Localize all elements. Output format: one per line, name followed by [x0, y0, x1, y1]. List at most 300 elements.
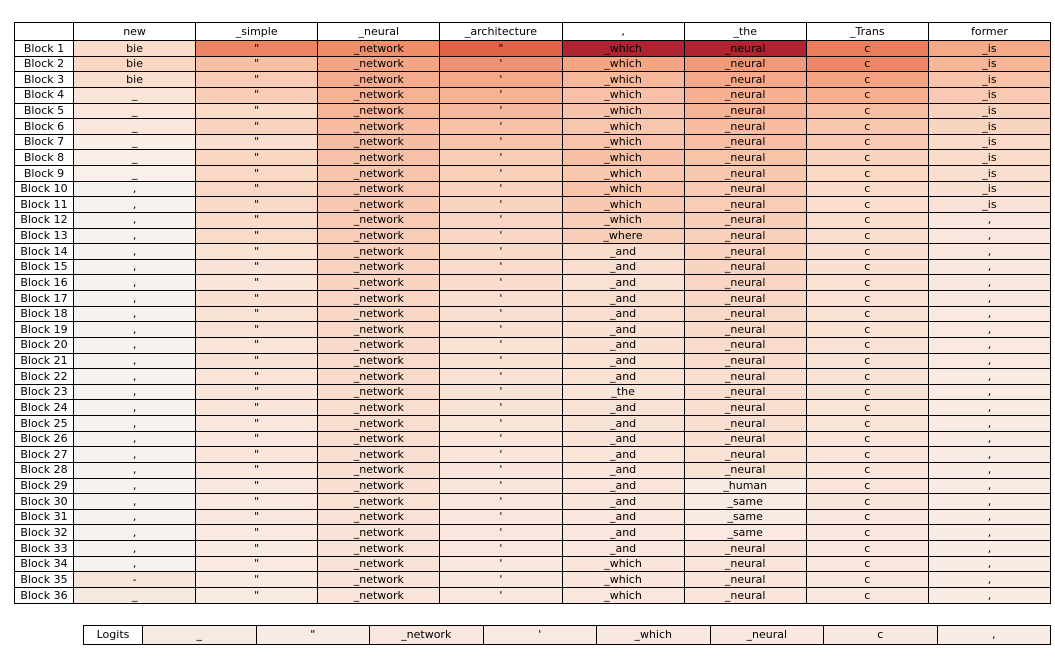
token-cell: '	[440, 478, 562, 494]
token-cell: "	[196, 369, 318, 385]
token-cell: "	[196, 119, 318, 135]
token-cell: _network	[318, 478, 440, 494]
token-cell: _is	[928, 72, 1050, 88]
token-cell: '	[440, 447, 562, 463]
token-cell: _is	[928, 197, 1050, 213]
token-cell: ,	[928, 275, 1050, 291]
block-label: Block 9	[15, 166, 74, 182]
token-cell: _and	[562, 259, 684, 275]
token-cell: ,	[74, 244, 196, 260]
token-cell: '	[440, 103, 562, 119]
block-label: Block 25	[15, 416, 74, 432]
token-cell: c	[806, 587, 928, 603]
token-cell: '	[440, 462, 562, 478]
token-cell: _neural	[684, 541, 806, 557]
token-cell: c	[806, 525, 928, 541]
token-cell: _network	[318, 369, 440, 385]
column-header: _simple	[196, 23, 318, 41]
token-cell: ,	[74, 337, 196, 353]
block-label: Block 20	[15, 337, 74, 353]
token-cell: _network	[318, 400, 440, 416]
token-cell: _neural	[684, 150, 806, 166]
table-row	[15, 541, 1051, 557]
token-cell: ,	[74, 400, 196, 416]
token-cell: ,	[928, 228, 1050, 244]
token-cell: '	[440, 337, 562, 353]
token-cell: _	[74, 119, 196, 135]
table-row	[15, 572, 1051, 588]
token-cell: '	[440, 150, 562, 166]
token-cell: ,	[74, 494, 196, 510]
token-cell: _neural	[684, 275, 806, 291]
token-cell: '	[440, 87, 562, 103]
token-cell: _	[74, 166, 196, 182]
token-cell: _network	[318, 56, 440, 72]
block-label: Block 5	[15, 103, 74, 119]
token-cell: c	[806, 322, 928, 338]
token-cell: "	[196, 322, 318, 338]
block-label: Block 14	[15, 244, 74, 260]
token-cell: _network	[318, 228, 440, 244]
token-cell: _network	[318, 306, 440, 322]
token-cell: _and	[562, 447, 684, 463]
header-row	[15, 23, 1051, 41]
token-cell: _network	[318, 259, 440, 275]
table-row	[15, 556, 1051, 572]
token-cell: c	[806, 369, 928, 385]
token-cell: '	[440, 369, 562, 385]
token-cell: "	[196, 400, 318, 416]
token-cell: ,	[74, 416, 196, 432]
block-label: Block 15	[15, 259, 74, 275]
table-row	[15, 87, 1051, 103]
block-label: Block 11	[15, 197, 74, 213]
block-label: Block 19	[15, 322, 74, 338]
table-row	[15, 197, 1051, 213]
table-row	[15, 447, 1051, 463]
token-cell: _human	[684, 478, 806, 494]
token-cell: bie	[74, 41, 196, 57]
token-cell: _and	[562, 337, 684, 353]
token-cell: _and	[562, 494, 684, 510]
table-row	[15, 462, 1051, 478]
token-cell: "	[196, 87, 318, 103]
token-cell: "	[196, 353, 318, 369]
token-cell: '	[440, 212, 562, 228]
token-cell: _which	[562, 212, 684, 228]
token-cell: '	[440, 72, 562, 88]
column-header: new	[74, 23, 196, 41]
block-label: Block 33	[15, 541, 74, 557]
token-cell: _network	[318, 447, 440, 463]
table-row	[15, 244, 1051, 260]
token-cell: "	[196, 447, 318, 463]
token-cell: _which	[562, 166, 684, 182]
token-cell: _network	[318, 509, 440, 525]
table-row	[15, 494, 1051, 510]
token-cell: ,	[74, 431, 196, 447]
token-cell: ,	[74, 306, 196, 322]
block-label: Block 31	[15, 509, 74, 525]
token-cell: _is	[928, 181, 1050, 197]
token-cell: c	[806, 275, 928, 291]
token-cell: ,	[928, 291, 1050, 307]
token-cell: c	[806, 119, 928, 135]
token-cell: '	[440, 181, 562, 197]
table-row	[15, 275, 1051, 291]
token-cell: ,	[74, 509, 196, 525]
token-cell: "	[196, 384, 318, 400]
token-cell: c	[806, 181, 928, 197]
token-cell: _which	[562, 134, 684, 150]
token-cell: "	[196, 337, 318, 353]
token-cell: c	[806, 56, 928, 72]
token-cell: ,	[74, 322, 196, 338]
token-cell: c	[806, 228, 928, 244]
token-cell: ,	[928, 509, 1050, 525]
token-cell: _network	[318, 384, 440, 400]
token-cell: ,	[928, 541, 1050, 557]
token-cell: _and	[562, 462, 684, 478]
token-cell: _neural	[684, 416, 806, 432]
token-cell: c	[806, 462, 928, 478]
table-row	[15, 322, 1051, 338]
token-cell: c	[806, 447, 928, 463]
token-cell: _neural	[684, 181, 806, 197]
table-row	[15, 431, 1051, 447]
token-cell: _network	[370, 626, 484, 645]
token-cell: _network	[318, 322, 440, 338]
token-cell: ,	[928, 337, 1050, 353]
table-row	[15, 181, 1051, 197]
token-cell: _neural	[684, 103, 806, 119]
table-row	[15, 400, 1051, 416]
token-cell: _	[74, 103, 196, 119]
token-cell: c	[806, 509, 928, 525]
token-cell: ,	[928, 431, 1050, 447]
token-cell: "	[196, 541, 318, 557]
token-cell: ,	[74, 259, 196, 275]
block-label: Block 1	[15, 41, 74, 57]
token-cell: _network	[318, 431, 440, 447]
token-cell: _is	[928, 87, 1050, 103]
token-cell: ,	[937, 626, 1051, 645]
token-cell: c	[806, 41, 928, 57]
token-cell: _network	[318, 212, 440, 228]
block-label: Block 16	[15, 275, 74, 291]
token-cell: -	[74, 572, 196, 588]
token-cell: "	[196, 72, 318, 88]
token-cell: _and	[562, 291, 684, 307]
block-label: Block 32	[15, 525, 74, 541]
table-row	[15, 509, 1051, 525]
token-cell: c	[806, 244, 928, 260]
token-cell: _is	[928, 56, 1050, 72]
token-cell: _which	[562, 150, 684, 166]
token-cell: ,	[74, 447, 196, 463]
token-cell: _and	[562, 322, 684, 338]
token-cell: ,	[74, 353, 196, 369]
token-cell: _neural	[684, 369, 806, 385]
token-cell: ,	[928, 353, 1050, 369]
token-cell: "	[196, 525, 318, 541]
token-cell: ,	[928, 478, 1050, 494]
table-row	[15, 306, 1051, 322]
token-cell: _network	[318, 166, 440, 182]
token-cell: "	[196, 291, 318, 307]
block-label: Block 7	[15, 134, 74, 150]
token-cell: '	[440, 541, 562, 557]
block-label: Block 36	[15, 587, 74, 603]
token-cell: _neural	[684, 587, 806, 603]
token-cell: _neural	[684, 384, 806, 400]
token-cell: _neural	[684, 87, 806, 103]
token-cell: "	[196, 431, 318, 447]
token-cell: _neural	[684, 56, 806, 72]
token-cell: _network	[318, 462, 440, 478]
logits-heatmap-table	[83, 625, 1051, 645]
token-cell: ,	[74, 541, 196, 557]
block-label: Block 26	[15, 431, 74, 447]
block-label: Block 21	[15, 353, 74, 369]
token-cell: c	[806, 494, 928, 510]
token-cell: "	[196, 166, 318, 182]
token-cell: ,	[928, 556, 1050, 572]
token-cell: _neural	[684, 134, 806, 150]
token-cell: '	[440, 525, 562, 541]
token-cell: '	[440, 509, 562, 525]
block-label: Block 4	[15, 87, 74, 103]
token-cell: _network	[318, 541, 440, 557]
token-cell: _and	[562, 478, 684, 494]
token-cell: _same	[684, 494, 806, 510]
table-row	[15, 369, 1051, 385]
token-cell: _	[143, 626, 257, 645]
column-header: _the	[684, 23, 806, 41]
token-cell: c	[806, 291, 928, 307]
token-cell: c	[806, 259, 928, 275]
token-cell: ,	[74, 228, 196, 244]
block-label: Block 17	[15, 291, 74, 307]
token-cell: c	[806, 556, 928, 572]
token-cell: _is	[928, 41, 1050, 57]
token-cell: c	[806, 103, 928, 119]
token-cell: _which	[562, 572, 684, 588]
token-cell: _neural	[684, 72, 806, 88]
token-cell: _network	[318, 337, 440, 353]
table-row	[15, 150, 1051, 166]
token-cell: _which	[562, 87, 684, 103]
token-cell: _neural	[684, 431, 806, 447]
token-cell: '	[440, 244, 562, 260]
block-label: Block 27	[15, 447, 74, 463]
token-cell: _network	[318, 244, 440, 260]
token-cell: ,	[928, 462, 1050, 478]
token-cell: ,	[74, 525, 196, 541]
token-cell: c	[806, 72, 928, 88]
token-cell: _is	[928, 150, 1050, 166]
block-label: Block 34	[15, 556, 74, 572]
token-cell: _same	[684, 509, 806, 525]
table-row	[15, 228, 1051, 244]
token-cell: _same	[684, 525, 806, 541]
token-cell: ,	[928, 322, 1050, 338]
token-cell: '	[440, 56, 562, 72]
table-row	[15, 134, 1051, 150]
token-cell: "	[196, 181, 318, 197]
token-cell: bie	[74, 72, 196, 88]
token-cell: _	[74, 87, 196, 103]
token-cell: c	[806, 416, 928, 432]
token-cell: _and	[562, 525, 684, 541]
block-label: Block 18	[15, 306, 74, 322]
token-cell: '	[440, 353, 562, 369]
block-label: Block 29	[15, 478, 74, 494]
token-cell: _neural	[684, 119, 806, 135]
token-cell: ,	[928, 259, 1050, 275]
token-cell: "	[196, 244, 318, 260]
token-cell: _and	[562, 541, 684, 557]
token-cell: _network	[318, 119, 440, 135]
token-cell: _neural	[684, 228, 806, 244]
token-cell: c	[806, 384, 928, 400]
table-row	[15, 119, 1051, 135]
block-label: Block 35	[15, 572, 74, 588]
token-cell: '	[440, 275, 562, 291]
token-cell: '	[440, 197, 562, 213]
token-cell: ,	[928, 244, 1050, 260]
token-cell: c	[806, 541, 928, 557]
token-cell: _network	[318, 353, 440, 369]
token-cell: _neural	[684, 556, 806, 572]
token-cell: "	[196, 494, 318, 510]
token-cell: _neural	[684, 41, 806, 57]
token-cell: _neural	[684, 447, 806, 463]
token-cell: "	[196, 197, 318, 213]
token-cell: "	[440, 41, 562, 57]
token-cell: '	[440, 384, 562, 400]
token-cell: '	[440, 306, 562, 322]
token-cell: c	[806, 353, 928, 369]
token-cell: _network	[318, 525, 440, 541]
token-cell: ,	[74, 556, 196, 572]
token-cell: _is	[928, 134, 1050, 150]
table-row	[84, 626, 1051, 645]
token-cell: ,	[74, 275, 196, 291]
token-cell: _which	[597, 626, 711, 645]
token-cell: _neural	[684, 306, 806, 322]
token-cell: ,	[928, 525, 1050, 541]
token-cell: _neural	[684, 291, 806, 307]
token-cell: "	[196, 41, 318, 57]
token-cell: _neural	[684, 322, 806, 338]
token-cell: "	[256, 626, 370, 645]
token-cell: _neural	[684, 353, 806, 369]
token-cell: ,	[74, 462, 196, 478]
token-cell: "	[196, 275, 318, 291]
token-cell: _which	[562, 41, 684, 57]
token-cell: ,	[928, 400, 1050, 416]
token-cell: _network	[318, 556, 440, 572]
table-row	[15, 384, 1051, 400]
table-row	[15, 72, 1051, 88]
column-header: ,	[562, 23, 684, 41]
logits-label: Logits	[84, 626, 143, 645]
table-row	[15, 416, 1051, 432]
token-cell: _network	[318, 181, 440, 197]
token-cell: _neural	[684, 572, 806, 588]
token-cell: "	[196, 416, 318, 432]
blocks-heatmap-table	[14, 22, 1051, 604]
table-row	[15, 166, 1051, 182]
token-cell: "	[196, 462, 318, 478]
token-cell: ,	[74, 197, 196, 213]
table-row	[15, 337, 1051, 353]
table-row	[15, 525, 1051, 541]
token-cell: _the	[562, 384, 684, 400]
token-cell: _neural	[684, 400, 806, 416]
token-cell: "	[196, 103, 318, 119]
column-header: _architecture	[440, 23, 562, 41]
block-label: Block 2	[15, 56, 74, 72]
token-cell: _	[74, 150, 196, 166]
token-cell: _neural	[684, 166, 806, 182]
token-cell: "	[196, 134, 318, 150]
block-label: Block 13	[15, 228, 74, 244]
token-cell: c	[806, 478, 928, 494]
token-cell: _neural	[684, 462, 806, 478]
block-label: Block 30	[15, 494, 74, 510]
table-row	[15, 478, 1051, 494]
token-cell: _and	[562, 431, 684, 447]
token-cell: c	[806, 306, 928, 322]
token-cell: _network	[318, 87, 440, 103]
token-cell: bie	[74, 56, 196, 72]
token-cell: ,	[928, 212, 1050, 228]
token-cell: _which	[562, 556, 684, 572]
table-row	[15, 587, 1051, 603]
table-row	[15, 56, 1051, 72]
token-cell: _and	[562, 509, 684, 525]
token-cell: "	[196, 509, 318, 525]
token-cell: '	[440, 134, 562, 150]
token-cell: ,	[74, 384, 196, 400]
token-cell: "	[196, 478, 318, 494]
token-cell: _neural	[684, 212, 806, 228]
token-cell: "	[196, 228, 318, 244]
token-cell: _network	[318, 103, 440, 119]
table-row	[15, 212, 1051, 228]
table-row	[15, 103, 1051, 119]
token-cell: "	[196, 212, 318, 228]
token-cell: _network	[318, 291, 440, 307]
token-cell: _and	[562, 416, 684, 432]
token-cell: '	[440, 431, 562, 447]
token-cell: '	[440, 572, 562, 588]
token-cell: "	[196, 556, 318, 572]
token-cell: ,	[74, 291, 196, 307]
token-cell: _network	[318, 41, 440, 57]
corner-cell	[15, 23, 74, 41]
token-cell: _and	[562, 400, 684, 416]
block-label: Block 23	[15, 384, 74, 400]
token-cell: c	[806, 212, 928, 228]
table-row	[15, 259, 1051, 275]
token-cell: ,	[928, 494, 1050, 510]
block-label: Block 6	[15, 119, 74, 135]
token-cell: _where	[562, 228, 684, 244]
token-cell: '	[440, 119, 562, 135]
